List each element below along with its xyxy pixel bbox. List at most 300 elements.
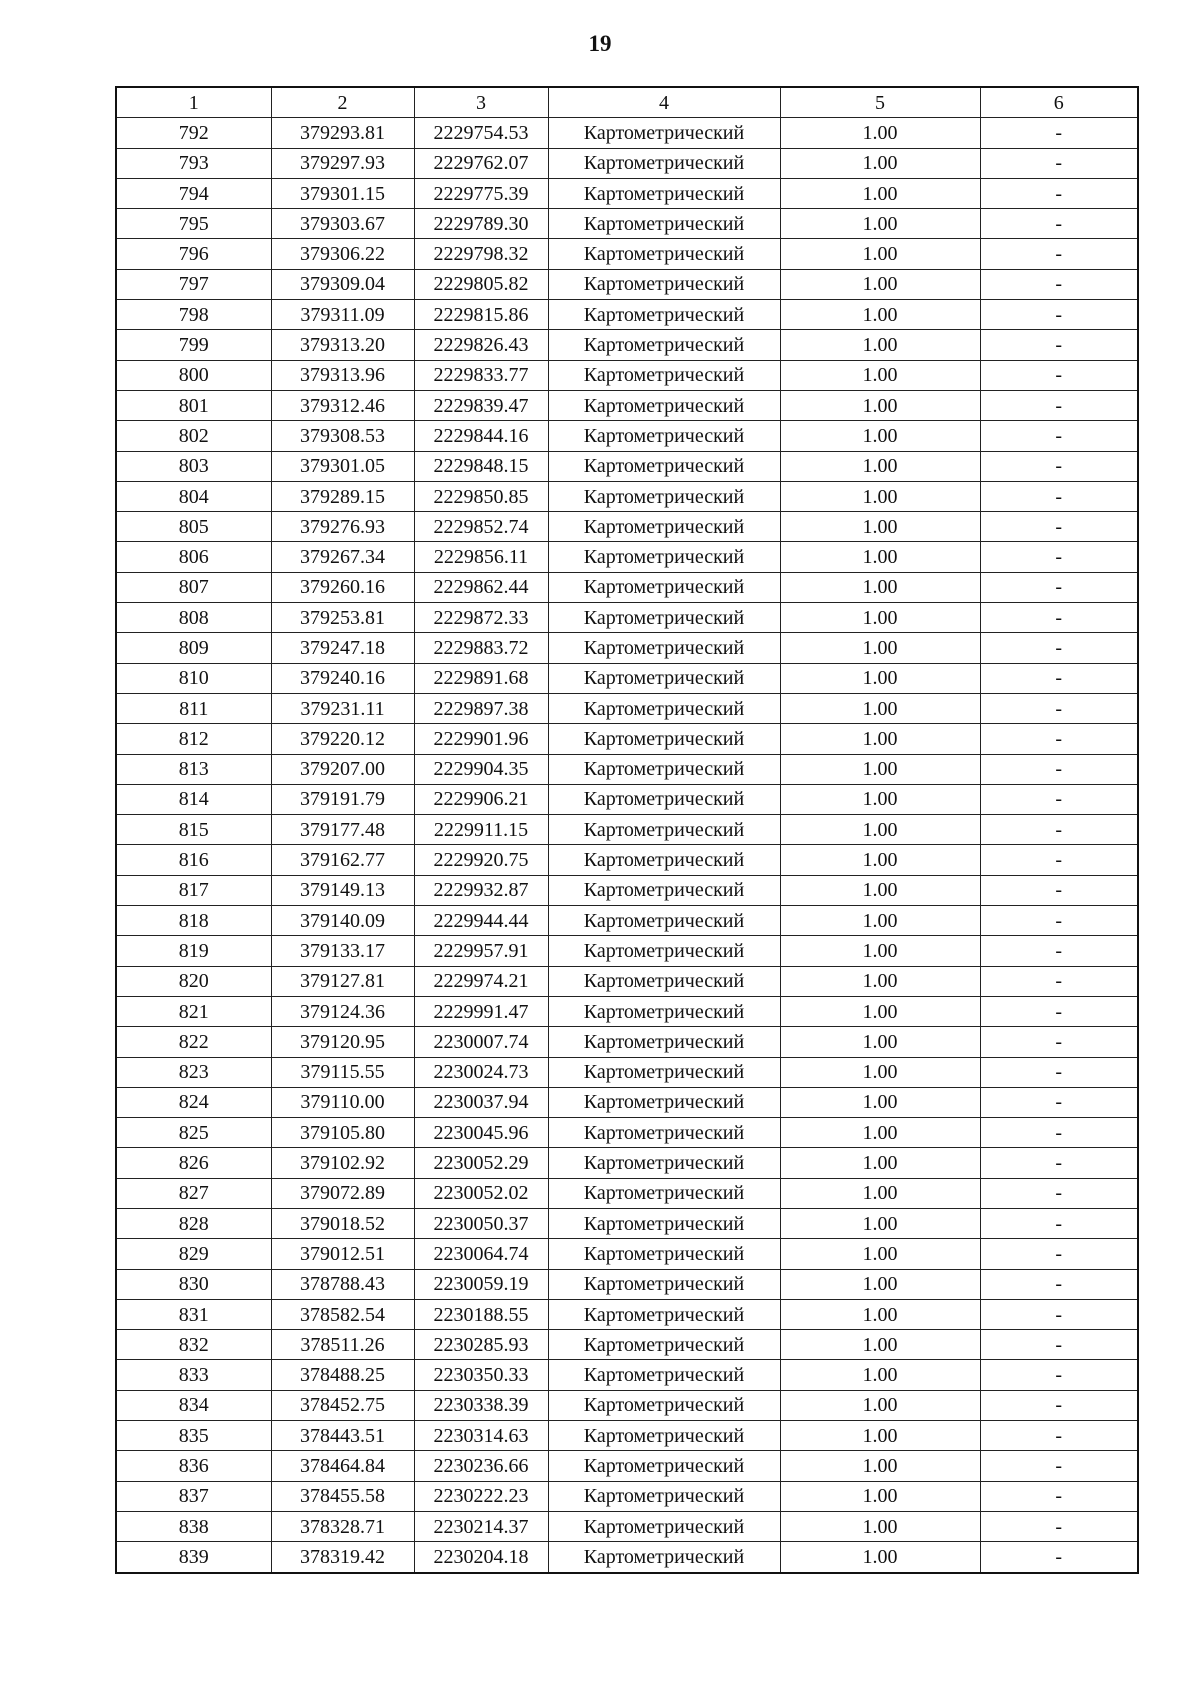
table-row	[116, 1390, 1138, 1420]
accuracy-cell: 1.00	[780, 996, 980, 1026]
accuracy-cell: 1.00	[780, 1451, 980, 1481]
y-coordinate-cell: 2230338.39	[414, 1390, 548, 1420]
method-cell: Картометрический	[548, 1360, 780, 1390]
table-row	[116, 1118, 1138, 1148]
note-cell: -	[980, 1421, 1138, 1451]
point-number-cell: 828	[116, 1208, 271, 1238]
note-cell: -	[980, 1542, 1138, 1573]
note-cell: -	[980, 209, 1138, 239]
table-row	[116, 148, 1138, 178]
x-coordinate-cell: 379177.48	[271, 815, 414, 845]
y-coordinate-cell: 2229844.16	[414, 421, 548, 451]
point-number-cell: 794	[116, 178, 271, 208]
point-number-cell: 802	[116, 421, 271, 451]
y-coordinate-cell: 2229815.86	[414, 300, 548, 330]
accuracy-cell: 1.00	[780, 1269, 980, 1299]
point-number-cell: 838	[116, 1511, 271, 1541]
table-row	[116, 269, 1138, 299]
x-coordinate-cell: 379309.04	[271, 269, 414, 299]
table-row	[116, 1511, 1138, 1541]
accuracy-cell: 1.00	[780, 1299, 980, 1329]
accuracy-cell: 1.00	[780, 269, 980, 299]
x-coordinate-cell: 379301.05	[271, 451, 414, 481]
point-number-cell: 795	[116, 209, 271, 239]
accuracy-cell: 1.00	[780, 966, 980, 996]
y-coordinate-cell: 2229862.44	[414, 572, 548, 602]
accuracy-cell: 1.00	[780, 209, 980, 239]
note-cell: -	[980, 481, 1138, 511]
y-coordinate-cell: 2229762.07	[414, 148, 548, 178]
note-cell: -	[980, 178, 1138, 208]
point-number-cell: 830	[116, 1269, 271, 1299]
x-coordinate-cell: 378328.71	[271, 1511, 414, 1541]
accuracy-cell: 1.00	[780, 512, 980, 542]
table-row	[116, 875, 1138, 905]
y-coordinate-cell: 2230052.02	[414, 1178, 548, 1208]
accuracy-cell: 1.00	[780, 421, 980, 451]
x-coordinate-cell: 379303.67	[271, 209, 414, 239]
point-number-cell: 818	[116, 906, 271, 936]
accuracy-cell: 1.00	[780, 330, 980, 360]
table-row	[116, 1057, 1138, 1087]
method-cell: Картометрический	[548, 1087, 780, 1117]
y-coordinate-cell: 2230024.73	[414, 1057, 548, 1087]
table-row	[116, 906, 1138, 936]
method-cell: Картометрический	[548, 451, 780, 481]
accuracy-cell: 1.00	[780, 1208, 980, 1238]
method-cell: Картометрический	[548, 633, 780, 663]
table-row	[116, 1178, 1138, 1208]
note-cell: -	[980, 693, 1138, 723]
point-number-cell: 797	[116, 269, 271, 299]
method-cell: Картометрический	[548, 966, 780, 996]
y-coordinate-cell: 2229957.91	[414, 936, 548, 966]
x-coordinate-cell: 379301.15	[271, 178, 414, 208]
x-coordinate-cell: 378443.51	[271, 1421, 414, 1451]
x-coordinate-cell: 379072.89	[271, 1178, 414, 1208]
accuracy-cell: 1.00	[780, 481, 980, 511]
table-row	[116, 1208, 1138, 1238]
point-number-cell: 839	[116, 1542, 271, 1573]
note-cell: -	[980, 1057, 1138, 1087]
accuracy-cell: 1.00	[780, 663, 980, 693]
x-coordinate-cell: 379293.81	[271, 118, 414, 148]
point-number-cell: 836	[116, 1451, 271, 1481]
method-cell: Картометрический	[548, 1511, 780, 1541]
page-number: 19	[588, 31, 612, 56]
x-coordinate-cell: 379247.18	[271, 633, 414, 663]
method-cell: Картометрический	[548, 1542, 780, 1573]
accuracy-cell: 1.00	[780, 1330, 980, 1360]
note-cell: -	[980, 875, 1138, 905]
x-coordinate-cell: 379306.22	[271, 239, 414, 269]
x-coordinate-cell: 378464.84	[271, 1451, 414, 1481]
x-coordinate-cell: 379313.20	[271, 330, 414, 360]
method-cell: Картометрический	[548, 360, 780, 390]
note-cell: -	[980, 906, 1138, 936]
method-cell: Картометрический	[548, 542, 780, 572]
table-row	[116, 1330, 1138, 1360]
y-coordinate-cell: 2230064.74	[414, 1239, 548, 1269]
accuracy-cell: 1.00	[780, 1148, 980, 1178]
accuracy-cell: 1.00	[780, 845, 980, 875]
point-number-cell: 799	[116, 330, 271, 360]
accuracy-cell: 1.00	[780, 603, 980, 633]
point-number-cell: 796	[116, 239, 271, 269]
x-coordinate-cell: 378488.25	[271, 1360, 414, 1390]
method-cell: Картометрический	[548, 1299, 780, 1329]
table-row	[116, 1027, 1138, 1057]
note-cell: -	[980, 1027, 1138, 1057]
y-coordinate-cell: 2229852.74	[414, 512, 548, 542]
accuracy-cell: 1.00	[780, 1118, 980, 1148]
x-coordinate-cell: 379220.12	[271, 724, 414, 754]
point-number-cell: 814	[116, 784, 271, 814]
accuracy-cell: 1.00	[780, 633, 980, 663]
note-cell: -	[980, 1269, 1138, 1299]
note-cell: -	[980, 1390, 1138, 1420]
table-row	[116, 330, 1138, 360]
y-coordinate-cell: 2230285.93	[414, 1330, 548, 1360]
y-coordinate-cell: 2229839.47	[414, 390, 548, 420]
y-coordinate-cell: 2229833.77	[414, 360, 548, 390]
point-number-cell: 810	[116, 663, 271, 693]
y-coordinate-cell: 2230222.23	[414, 1481, 548, 1511]
y-coordinate-cell: 2230188.55	[414, 1299, 548, 1329]
x-coordinate-cell: 379240.16	[271, 663, 414, 693]
method-cell: Картометрический	[548, 784, 780, 814]
method-cell: Картометрический	[548, 390, 780, 420]
method-cell: Картометрический	[548, 572, 780, 602]
point-number-cell: 831	[116, 1299, 271, 1329]
x-coordinate-cell: 378788.43	[271, 1269, 414, 1299]
y-coordinate-cell: 2229856.11	[414, 542, 548, 572]
note-cell: -	[980, 1360, 1138, 1390]
y-coordinate-cell: 2229883.72	[414, 633, 548, 663]
point-number-cell: 793	[116, 148, 271, 178]
y-coordinate-cell: 2230050.37	[414, 1208, 548, 1238]
y-coordinate-cell: 2230052.29	[414, 1148, 548, 1178]
point-number-cell: 803	[116, 451, 271, 481]
x-coordinate-cell: 379313.96	[271, 360, 414, 390]
note-cell: -	[980, 239, 1138, 269]
method-cell: Картометрический	[548, 845, 780, 875]
method-cell: Картометрический	[548, 421, 780, 451]
column-header: 1	[116, 87, 271, 118]
accuracy-cell: 1.00	[780, 936, 980, 966]
column-header: 3	[414, 87, 548, 118]
point-number-cell: 792	[116, 118, 271, 148]
accuracy-cell: 1.00	[780, 239, 980, 269]
point-number-cell: 823	[116, 1057, 271, 1087]
note-cell: -	[980, 330, 1138, 360]
method-cell: Картометрический	[548, 693, 780, 723]
point-number-cell: 837	[116, 1481, 271, 1511]
x-coordinate-cell: 379102.92	[271, 1148, 414, 1178]
table-row	[116, 1239, 1138, 1269]
note-cell: -	[980, 360, 1138, 390]
point-number-cell: 819	[116, 936, 271, 966]
y-coordinate-cell: 2230236.66	[414, 1451, 548, 1481]
x-coordinate-cell: 379297.93	[271, 148, 414, 178]
table-row	[116, 239, 1138, 269]
point-number-cell: 817	[116, 875, 271, 905]
note-cell: -	[980, 1511, 1138, 1541]
method-cell: Картометрический	[548, 996, 780, 1026]
method-cell: Картометрический	[548, 1178, 780, 1208]
point-number-cell: 824	[116, 1087, 271, 1117]
note-cell: -	[980, 1330, 1138, 1360]
point-number-cell: 834	[116, 1390, 271, 1420]
method-cell: Картометрический	[548, 754, 780, 784]
table-row	[116, 1148, 1138, 1178]
x-coordinate-cell: 379253.81	[271, 603, 414, 633]
accuracy-cell: 1.00	[780, 542, 980, 572]
table-row	[116, 784, 1138, 814]
y-coordinate-cell: 2229897.38	[414, 693, 548, 723]
y-coordinate-cell: 2229754.53	[414, 118, 548, 148]
note-cell: -	[980, 542, 1138, 572]
accuracy-cell: 1.00	[780, 693, 980, 723]
accuracy-cell: 1.00	[780, 1511, 980, 1541]
table-row	[116, 845, 1138, 875]
note-cell: -	[980, 1451, 1138, 1481]
method-cell: Картометрический	[548, 1269, 780, 1299]
y-coordinate-cell: 2230214.37	[414, 1511, 548, 1541]
method-cell: Картометрический	[548, 1330, 780, 1360]
table-row	[116, 360, 1138, 390]
accuracy-cell: 1.00	[780, 148, 980, 178]
x-coordinate-cell: 378582.54	[271, 1299, 414, 1329]
table-row	[116, 390, 1138, 420]
point-number-cell: 804	[116, 481, 271, 511]
x-coordinate-cell: 378452.75	[271, 1390, 414, 1420]
x-coordinate-cell: 379311.09	[271, 300, 414, 330]
table-row	[116, 1087, 1138, 1117]
point-number-cell: 827	[116, 1178, 271, 1208]
note-cell: -	[980, 784, 1138, 814]
table-row	[116, 1360, 1138, 1390]
method-cell: Картометрический	[548, 1451, 780, 1481]
y-coordinate-cell: 2229991.47	[414, 996, 548, 1026]
table-row	[116, 481, 1138, 511]
accuracy-cell: 1.00	[780, 815, 980, 845]
table-row	[116, 663, 1138, 693]
y-coordinate-cell: 2230007.74	[414, 1027, 548, 1057]
point-number-cell: 811	[116, 693, 271, 723]
method-cell: Картометрический	[548, 481, 780, 511]
x-coordinate-cell: 379115.55	[271, 1057, 414, 1087]
y-coordinate-cell: 2229805.82	[414, 269, 548, 299]
table-row	[116, 966, 1138, 996]
method-cell: Картометрический	[548, 1148, 780, 1178]
method-cell: Картометрический	[548, 1239, 780, 1269]
point-number-cell: 798	[116, 300, 271, 330]
point-number-cell: 807	[116, 572, 271, 602]
method-cell: Картометрический	[548, 1057, 780, 1087]
note-cell: -	[980, 269, 1138, 299]
point-number-cell: 821	[116, 996, 271, 1026]
column-header: 6	[980, 87, 1138, 118]
y-coordinate-cell: 2230204.18	[414, 1542, 548, 1573]
method-cell: Картометрический	[548, 239, 780, 269]
table-row	[116, 815, 1138, 845]
y-coordinate-cell: 2229911.15	[414, 815, 548, 845]
x-coordinate-cell: 378511.26	[271, 1330, 414, 1360]
x-coordinate-cell: 379127.81	[271, 966, 414, 996]
accuracy-cell: 1.00	[780, 1390, 980, 1420]
note-cell: -	[980, 603, 1138, 633]
x-coordinate-cell: 379124.36	[271, 996, 414, 1026]
note-cell: -	[980, 572, 1138, 602]
y-coordinate-cell: 2229850.85	[414, 481, 548, 511]
note-cell: -	[980, 118, 1138, 148]
x-coordinate-cell: 379140.09	[271, 906, 414, 936]
point-number-cell: 816	[116, 845, 271, 875]
method-cell: Картометрический	[548, 512, 780, 542]
note-cell: -	[980, 996, 1138, 1026]
point-number-cell: 809	[116, 633, 271, 663]
method-cell: Картометрический	[548, 1390, 780, 1420]
table-row	[116, 118, 1138, 148]
note-cell: -	[980, 663, 1138, 693]
method-cell: Картометрический	[548, 209, 780, 239]
table-row	[116, 178, 1138, 208]
x-coordinate-cell: 379105.80	[271, 1118, 414, 1148]
method-cell: Картометрический	[548, 269, 780, 299]
table-row	[116, 1421, 1138, 1451]
method-cell: Картометрический	[548, 936, 780, 966]
method-cell: Картометрический	[548, 330, 780, 360]
table-row	[116, 1542, 1138, 1573]
y-coordinate-cell: 2229848.15	[414, 451, 548, 481]
method-cell: Картометрический	[548, 906, 780, 936]
accuracy-cell: 1.00	[780, 724, 980, 754]
table-row	[116, 1269, 1138, 1299]
accuracy-cell: 1.00	[780, 178, 980, 208]
x-coordinate-cell: 378319.42	[271, 1542, 414, 1573]
note-cell: -	[980, 845, 1138, 875]
x-coordinate-cell: 379191.79	[271, 784, 414, 814]
table-row	[116, 512, 1138, 542]
table-row	[116, 300, 1138, 330]
method-cell: Картометрический	[548, 603, 780, 633]
table-row	[116, 572, 1138, 602]
x-coordinate-cell: 379231.11	[271, 693, 414, 723]
accuracy-cell: 1.00	[780, 754, 980, 784]
x-coordinate-cell: 379133.17	[271, 936, 414, 966]
y-coordinate-cell: 2229891.68	[414, 663, 548, 693]
accuracy-cell: 1.00	[780, 300, 980, 330]
note-cell: -	[980, 1239, 1138, 1269]
y-coordinate-cell: 2230314.63	[414, 1421, 548, 1451]
x-coordinate-cell: 378455.58	[271, 1481, 414, 1511]
table-row	[116, 754, 1138, 784]
table-row	[116, 693, 1138, 723]
point-number-cell: 806	[116, 542, 271, 572]
method-cell: Картометрический	[548, 178, 780, 208]
point-number-cell: 812	[116, 724, 271, 754]
method-cell: Картометрический	[548, 300, 780, 330]
table-row	[116, 1481, 1138, 1511]
accuracy-cell: 1.00	[780, 906, 980, 936]
accuracy-cell: 1.00	[780, 1239, 980, 1269]
note-cell: -	[980, 1178, 1138, 1208]
accuracy-cell: 1.00	[780, 1057, 980, 1087]
point-number-cell: 800	[116, 360, 271, 390]
accuracy-cell: 1.00	[780, 390, 980, 420]
y-coordinate-cell: 2229944.44	[414, 906, 548, 936]
accuracy-cell: 1.00	[780, 1087, 980, 1117]
point-number-cell: 822	[116, 1027, 271, 1057]
note-cell: -	[980, 300, 1138, 330]
accuracy-cell: 1.00	[780, 1027, 980, 1057]
table-row	[116, 1451, 1138, 1481]
y-coordinate-cell: 2230045.96	[414, 1118, 548, 1148]
table-row	[116, 542, 1138, 572]
note-cell: -	[980, 1208, 1138, 1238]
header-row	[116, 87, 1138, 118]
y-coordinate-cell: 2229798.32	[414, 239, 548, 269]
method-cell: Картометрический	[548, 815, 780, 845]
x-coordinate-cell: 379149.13	[271, 875, 414, 905]
x-coordinate-cell: 379110.00	[271, 1087, 414, 1117]
column-header: 5	[780, 87, 980, 118]
y-coordinate-cell: 2229932.87	[414, 875, 548, 905]
y-coordinate-cell: 2229974.21	[414, 966, 548, 996]
point-number-cell: 815	[116, 815, 271, 845]
accuracy-cell: 1.00	[780, 572, 980, 602]
note-cell: -	[980, 754, 1138, 784]
y-coordinate-cell: 2229789.30	[414, 209, 548, 239]
point-number-cell: 825	[116, 1118, 271, 1148]
y-coordinate-cell: 2229904.35	[414, 754, 548, 784]
x-coordinate-cell: 379289.15	[271, 481, 414, 511]
y-coordinate-cell: 2229826.43	[414, 330, 548, 360]
column-header: 2	[271, 87, 414, 118]
point-number-cell: 835	[116, 1421, 271, 1451]
note-cell: -	[980, 1481, 1138, 1511]
accuracy-cell: 1.00	[780, 1481, 980, 1511]
method-cell: Картометрический	[548, 663, 780, 693]
note-cell: -	[980, 421, 1138, 451]
table-row	[116, 421, 1138, 451]
y-coordinate-cell: 2229906.21	[414, 784, 548, 814]
point-number-cell: 801	[116, 390, 271, 420]
point-number-cell: 805	[116, 512, 271, 542]
y-coordinate-cell: 2229872.33	[414, 603, 548, 633]
table-body	[116, 118, 1138, 1573]
coordinates-table	[115, 86, 1139, 1574]
accuracy-cell: 1.00	[780, 875, 980, 905]
method-cell: Картометрический	[548, 1118, 780, 1148]
accuracy-cell: 1.00	[780, 1360, 980, 1390]
method-cell: Картометрический	[548, 1208, 780, 1238]
note-cell: -	[980, 966, 1138, 996]
note-cell: -	[980, 451, 1138, 481]
accuracy-cell: 1.00	[780, 784, 980, 814]
point-number-cell: 829	[116, 1239, 271, 1269]
table-row	[116, 603, 1138, 633]
column-header: 4	[548, 87, 780, 118]
accuracy-cell: 1.00	[780, 118, 980, 148]
x-coordinate-cell: 379018.52	[271, 1208, 414, 1238]
method-cell: Картометрический	[548, 875, 780, 905]
table-header	[116, 87, 1138, 118]
point-number-cell: 832	[116, 1330, 271, 1360]
x-coordinate-cell: 379162.77	[271, 845, 414, 875]
note-cell: -	[980, 1299, 1138, 1329]
